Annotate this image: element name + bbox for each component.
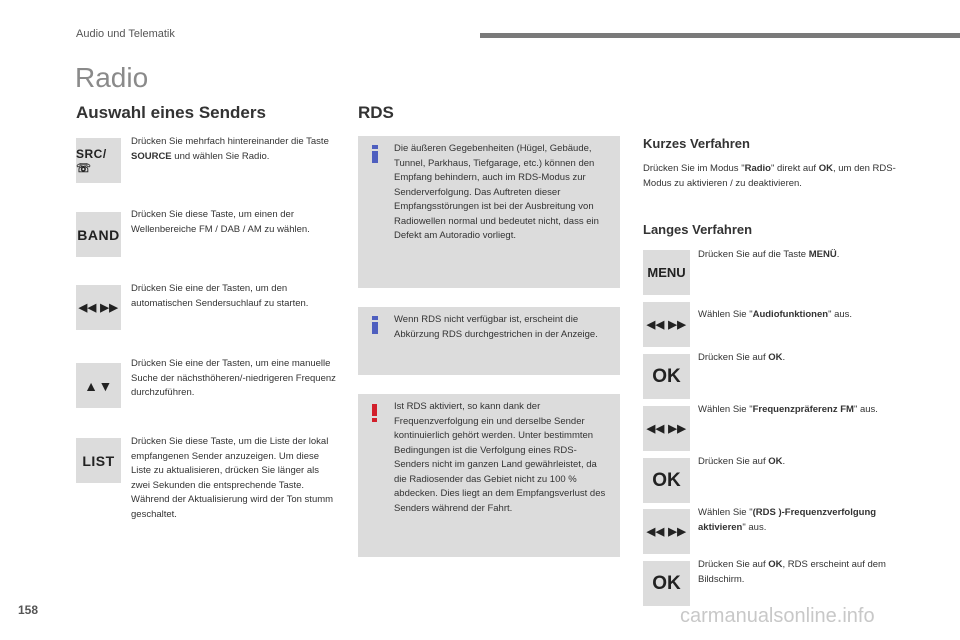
info-box-text: Wenn RDS nicht verfügbar ist, erscheint die Abkürzung RDS durchgestrichen in der Anzeige. bbox=[394, 314, 598, 340]
header-title: Audio und Telematik bbox=[76, 28, 175, 40]
header-bar bbox=[480, 33, 960, 38]
step-text: Wählen Sie "Audiofunktionen" aus. bbox=[698, 309, 853, 320]
seek-icon: ◀◀ ▶▶ bbox=[643, 406, 690, 451]
warning-box-text: Ist RDS aktiviert, so kann dank der Frequenzverfolgung ein und derselbe Sender kontinuierlich gehört werden. Unter bestimmten Bedingungen ist die Verfolgung eines RDS-Senders nicht im ganzen Land gewährleistet, da die Radiosender das Gebiet nicht zu 100 % abdecken. Dies liegt an dem Empfangsverlust des Senders während der Fahrt. bbox=[394, 401, 606, 514]
step-text: Drücken Sie auf OK. bbox=[698, 352, 786, 363]
band-icon: BAND bbox=[76, 212, 121, 257]
step-text: Wählen Sie "(RDS )-Frequenzverfolgung aktivieren" aus. bbox=[698, 507, 877, 533]
ok-icon: OK bbox=[643, 458, 690, 503]
step-text: Drücken Sie auf die Taste MENÜ. bbox=[698, 249, 840, 260]
menu-icon: MENU bbox=[643, 250, 690, 295]
manual-search-description: Drücken Sie eine der Tasten, um eine manuelle Suche der nächsthöheren/-niedrigeren Frequenz durchzuführen. bbox=[131, 358, 336, 398]
info-box-rds-unavailable bbox=[358, 307, 620, 375]
step-text: Drücken Sie auf OK, RDS erscheint auf dem Bildschirm. bbox=[698, 559, 886, 585]
page-number: 158 bbox=[18, 603, 39, 617]
ok-icon: OK bbox=[643, 354, 690, 399]
info-box-text: Die äußeren Gegebenheiten (Hügel, Gebäude, Tunnel, Parkhaus, Tiefgarage, etc.) können den Empfang behindern, auch im RDS-Modus zur Senderverfolgung. Das Auftreten dieser Empfangsstörungen ist bei der Ausbreitung von Radiowellen normal und bedeutet nicht, dass ein Defekt am Autoradio vorliegt. bbox=[394, 143, 599, 241]
src-phone-icon: SRC/☏ bbox=[76, 138, 121, 183]
page-title: Radio bbox=[75, 62, 149, 93]
heading-long-procedure: Langes Verfahren bbox=[643, 222, 753, 237]
band-description: Drücken Sie diese Taste, um einen der Wellenbereiche FM / DAB / AM zu wählen. bbox=[131, 209, 310, 235]
step-text: Wählen Sie "Frequenzpräferenz FM" aus. bbox=[698, 404, 878, 415]
step-text: Drücken Sie auf OK. bbox=[698, 456, 786, 467]
info-box-reception bbox=[358, 136, 620, 288]
seek-icon: ◀◀ ▶▶ bbox=[643, 509, 690, 554]
info-icon bbox=[372, 145, 378, 163]
seek-icon: ◀◀ ▶▶ bbox=[643, 302, 690, 347]
up-down-icon: ▲▼ bbox=[76, 363, 121, 408]
info-icon bbox=[372, 316, 378, 334]
seek-icon: ◀◀ ▶▶ bbox=[76, 285, 121, 330]
seek-description: Drücken Sie eine der Tasten, um den automatischen Sendersuchlauf zu starten. bbox=[131, 283, 309, 309]
section-heading-station-selection: Auswahl eines Senders bbox=[76, 103, 266, 122]
ok-icon: OK bbox=[643, 561, 690, 606]
short-procedure-text: Drücken Sie im Modus "Radio" direkt auf OK, um den RDS-Modus zu aktivieren / zu deaktivieren. bbox=[643, 163, 896, 189]
warning-box-rds-active bbox=[358, 394, 620, 557]
list-description: Drücken Sie diese Taste, um die Liste der lokal empfangenen Sender anzuzeigen. Um diese Liste zu aktualisieren, drücken Sie länger als zwei Sekunden die entsprechende Taste. Während der Aktualisierung wird der Ton stumm geschaltet. bbox=[131, 436, 334, 520]
warning-icon bbox=[372, 404, 378, 422]
section-heading-rds: RDS bbox=[358, 103, 394, 122]
list-icon: LIST bbox=[76, 438, 121, 483]
watermark: carmanualsonline.info bbox=[680, 605, 875, 627]
src-description: Drücken Sie mehrfach hintereinander die Taste SOURCE und wählen Sie Radio. bbox=[131, 136, 329, 162]
heading-short-procedure: Kurzes Verfahren bbox=[643, 136, 750, 151]
